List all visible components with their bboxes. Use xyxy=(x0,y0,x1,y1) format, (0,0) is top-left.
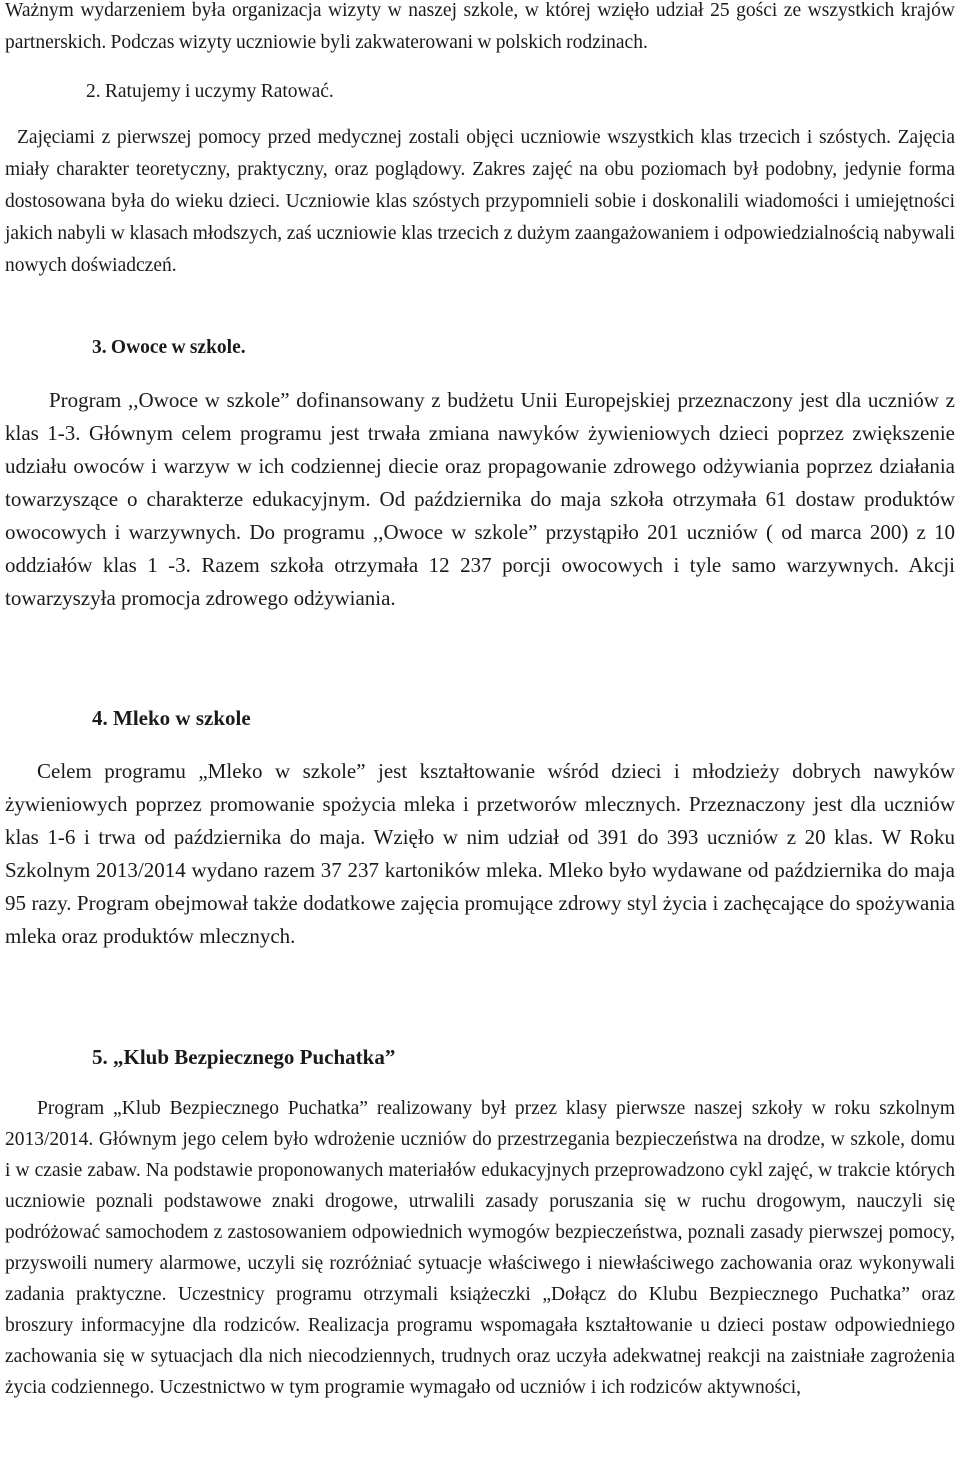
section-5-paragraph: Program „Klub Bezpiecznego Puchatka” realizowany był przez klasy pierwsze naszej szkoły w roku szkolnym 2013/2014. Głównym jego celem było wdrożenie uczniów do przestrzegania bezpieczeństwa na drodze, w szkole, domu i w czasie zabaw. Na podstawie proponowanych materiałów edukacyjnych przeprowadzono cykl zajęć, w trakcie których uczniowie poznali podstawowe znaki drogowe, utrwalili zasady poruszania się w ruchu drogowym, nauczyli się podróżować samochodem z zastosowaniem odpowiednich wymogów bezpieczeństwa, poznali zasady pierwszej pomocy, przyswoili numery alarmowe, uczyli się rozróżniać sytuacje właściwego i niewłaściwego zachowania oraz wykonywali zadania praktyczne. Uczestnicy programu otrzymali książeczki „Dołącz do Klubu Bezpiecznego Puchatka” oraz broszury informacyjne dla rodziców. Realizacja programu wspomagała kształtowanie u dzieci postaw odpowiedniego zachowania się w sytuacjach dla nich niecodziennych, trudnych oraz uczyła adekwatnej reakcji na zaistniałe zagrożenia życia codziennego. Uczestnictwo w tym programie wymagało od uczniów i ich rodziców aktywności, xyxy=(5,1098,955,1398)
section-4-heading: 4. Mleko w szkole xyxy=(92,706,251,730)
section-4-paragraph: Celem programu „Mleko w szkole” jest kształtowanie wśród dzieci i młodzieży dobrych nawyków żywieniowych poprzez promowanie spożycia mleka i przetworów mlecznych. Przeznaczony jest dla uczniów klas 1-6 i trwa od października do maja. Wzięło w nim udział od 391 do 393 uczniów z 20 klas. W Roku Szkolnym 2013/2014 wydano razem 37 237 kartoników mleka. Mleko było wydawane od października do maja 95 razy. Program obejmował także dodatkowe zajęcia promujące zdrowy styl życia i zachęcające do spożywania mleka oraz produktów mlecznych. xyxy=(5,759,955,948)
section-2-paragraph: Zajęciami z pierwszej pomocy przed medycznej zostali objęci uczniowie wszystkich klas trzecich i szóstych. Zajęcia miały charakter teoretyczny, praktyczny, oraz poglądowy. Zakres zajęć na obu poziomach był podobny, jedynie forma dostosowana była do wieku dzieci. Uczniowie klas szóstych przypomnieli sobie i doskonalili wiadomości i umiejętności jakich nabyli w klasach młodszych, zaś uczniowie klas trzecich z dużym zaangażowaniem i odpowiedzialnością nabywali nowych doświadczeń. xyxy=(5,127,955,276)
section-3-heading: 3. Owoce w szkole. xyxy=(92,337,246,358)
intro-paragraph: Ważnym wydarzeniem była organizacja wizyty w naszej szkole, w której wzięło udział 25 gości ze wszystkich krajów partnerskich. Podczas wizyty uczniowie byli zakwaterowani w polskich rodzinach. xyxy=(5,0,955,53)
section-5-heading: 5. „Klub Bezpiecznego Puchatka” xyxy=(92,1045,396,1069)
section-3-paragraph: Program ,,Owoce w szkole” dofinansowany z budżetu Unii Europejskiej przeznaczony jest dla uczniów z klas 1-3. Głównym celem programu jest trwała zmiana nawyków żywieniowych dzieci poprzez zwiększenie udziału owoców i warzyw w ich codziennej diecie oraz propagowanie zdrowego odżywiania poprzez działania towarzyszące o charakterze edukacyjnym. Od października do maja szkoła otrzymała 61 dostaw produktów owocowych i warzywnych. Do programu ,,Owoce w szkole” przystąpiło 201 uczniów ( od marca 200) z 10 oddziałów klas 1 -3. Razem szkoła otrzymała 12 237 porcji owocowych i tyle samo warzywnych. Akcji towarzyszyła promocja zdrowego odżywiania. xyxy=(5,388,955,610)
section-2-heading: 2. Ratujemy i uczymy Ratować. xyxy=(86,81,334,102)
